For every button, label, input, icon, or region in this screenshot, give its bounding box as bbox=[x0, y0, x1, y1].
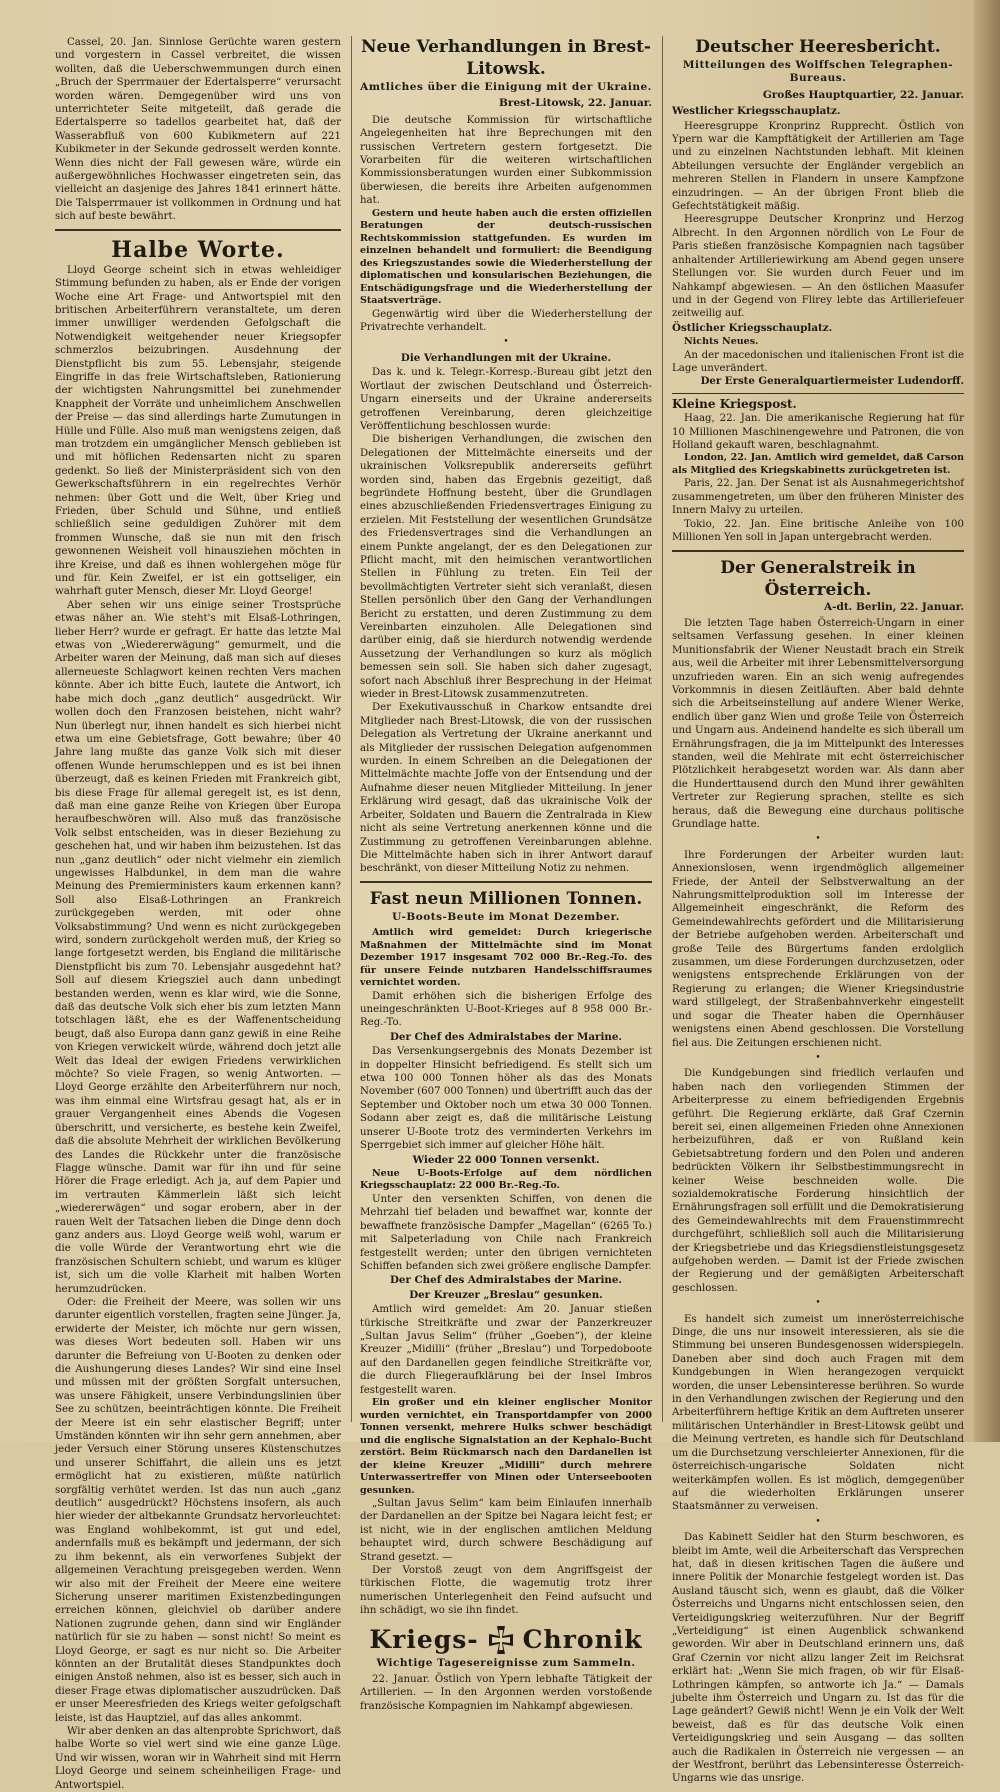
dateline: A-dt. Berlin, 22. Januar. bbox=[823, 600, 964, 613]
signature: Der Chef des Admiralstabes der Marine. bbox=[389, 1274, 623, 1287]
section-heading: Der Kreuzer „Breslau“ gesunken. bbox=[409, 1288, 603, 1301]
paragraph: Amtlich wird gemeldet: Durch kriegerische Maßnahmen der Mittelmächte sind im Monat Dezember 1917 insgesamt 702 000 Br.-Reg.-To. des für unsere Feinde nutzbaren Handelsschiffsraumes vernichtet worden. bbox=[360, 927, 652, 989]
paragraph: Nichts Neues. bbox=[684, 336, 759, 348]
column-rule bbox=[662, 36, 663, 1422]
column-right bbox=[672, 36, 964, 1785]
paragraph: Ihre Forderungen der Arbeiter wurden laut: Annexionslosen, wenn irgendmöglich allgemeiner Friede, der Anteil der Selbstverwaltung an der Nahrungsmittelproduktion soll im Interesse der Allgemeinheit eingeschränkt, die Reform des Gemeindewahlrechts gefördert und die Militarisierung der Betriebe aufgehoben werden. Arbeiterschaft und große Teile des Bürgertums fanden erdolglich zusammen, um diese Forderungen durchzusetzen, oder wenigstens entsprechende Erklärungen von der Regierung zu erlangen; die Wiener Kriegsindustrie ward stillgelegt, der Straßenbahnverkehr eingestellt und sogar die Theater haben die Opernhäuser wenigstens einen Abend geschlossen. Die Vorstellung fiel aus. Die Zeitungen erschienen nicht. bbox=[672, 849, 964, 1049]
paragraph: Das Kabinett Seidler hat den Sturm beschworen, es bleibt im Amte, weil die Arbeiterschaft das Versprechen hat, daß in diesen kritischen Tagen die äußere und innere Politik der Monarchie festgelegt worden ist. Das Ausland täuscht sich, wenn es glaubt, daß die Völker Österreichs und Ungarns nicht entschlossen seien, den Verteidigungskrieg weiterzuführen. Nur der Begriff „Verteidigung“ ist einen Augenblick schwankend geworden. Wir aber in Deutschland erinnern uns, daß Graf Czernin vor nicht allzu langer Zeit im Reichsrat erklärt hat: „Wenn Sie mich fragen, ob wir für Elsaß-Lothringen kämpfen, so antworte ich Ja.“ — Damals jubelte ihm Österreich und Ungarn zu. Ist das für die Lage geändert? Gewiß nicht! Wenn je ein Volk der Welt beweist, daß es für das deutsche Volk einen Verteidigungskrieg und sein Ausgang — das sollten auch die Radikalen in Österreich nie vergessen — an der Westfront, berührt das Lebensinteresse Österreich-Ungarns wie das unsrige. bbox=[672, 1532, 964, 1785]
paragraph: Der Vorstoß zeugt von dem Angriffsgeist der türkischen Flotte, die wagemutig trotz ihrer numerischen Unterlegenheit den Feind aufsucht und ihn schädigt, wo sie ihn findet. bbox=[360, 1565, 652, 1617]
star-separator: • bbox=[503, 337, 509, 348]
divider bbox=[360, 881, 652, 883]
section-heading: Wieder 22 000 Tonnen versenkt. bbox=[412, 1153, 600, 1166]
paragraph: Gestern und heute haben auch die ersten offiziellen Beratungen der deutsch-russischen Rechtskommission stattgefunden. Es wurden im einzelnen behandelt und formuliert: die Beendigung des Kriegszustandes sowie die Wiederherstellung der diplomatischen und konsularischen Beziehungen, die Entschädigungsfrage und die Wiederherstellung der Staatsverträge. bbox=[360, 207, 652, 307]
page-edge bbox=[974, 0, 1000, 1442]
paragraph: Unter den versenkten Schiffen, von denen die Mehrzahl tief beladen und bewaffnet war, konnte der bewaffnete französische Dampfer „Magellan“ (6265 To.) mit Salpeterladung von Chile nach Frankreich festgestellt werden; unter den übrigen vernichteten Schiffen befanden sich zwei größere englische Dampfer. bbox=[360, 1193, 652, 1272]
paragraph: Der Exekutivausschuß in Charkow entsandte drei Mitglieder nach Brest-Litowsk, die von der russischen Delegation als Vertretung der Ukraine anerkannt und als Mitglieder der russischen Delegation aufgenommen wurden. In einem Schreiben an die Delegationen der Mittelmächte machte Joffe von der Entsendung und der Aufnahme dieser neuen Mitglieder Mitteilung. In jener Erklärung wird gesagt, daß das ukrainische Volk der Arbeiter, Soldaten und Bauern die Zentralrada in Kiew nicht als seine Vertretung anerkennen könne und die Zustimmung zu getroffenen Vereinbarungen ablehne. Die Mittelmächte haben sich in ihrer Antwort darauf beschränkt, von dieser Mitteilung Notiz zu nehmen. bbox=[360, 702, 652, 875]
headline-heeresbericht: Deutscher Heeresbericht. bbox=[695, 37, 941, 57]
star-separator: • bbox=[815, 1298, 821, 1309]
divider bbox=[672, 550, 964, 552]
column-rule bbox=[351, 36, 352, 1422]
headline-halbe-worte: Halbe Worte. bbox=[111, 236, 285, 263]
paragraph: „Sultan Javus Selim“ kam beim Einlaufen innerhalb der Dardanellen an der Spitze bei Nagara leicht fest; er ist nicht, wie in der englischen amtlichen Meldung behauptet wird, durch schwere Beschädigung auf Strand gesetzt. — bbox=[360, 1498, 652, 1563]
section-heading: Westlicher Kriegsschauplatz. bbox=[672, 105, 841, 118]
paragraph: Oder: die Freiheit der Meere, was sollen wir uns darunter eigentlich vorstellen, fragten seine Jünger. Ja, erwiderte der Meister, ich möchte nur gern wissen, was dieses Wort bedeuten soll. Haben wir uns darunter die Befreiung von U-Booten zu denken oder die Aushungerung dieses Landes? Wir sind eine Insel und müssen mit der größten Sorgfalt untersuchen, was unsere Fähigkeit, unsere Verbindungslinien über See zu schützen, beeinträchtigen könnte. Die Freiheit der Meere ist ein sehr elastischer Begriff; unter Umständen könnten wir ihn sehr gern annehmen, aber jeder Versuch einer Störung unseres Küstenschutzes und unserer Schiffahrt, die allein uns es jetzt ermöglicht hat zu existieren, müßte natürlich sorgfältig verhütet werden. Ist das nun auch „ganz deutlich“ ausgedrückt? Höchstens insofern, als auch hier wieder der altbekannte Grundsatz hervorleuchtet: was England wohlbekommt, ist gut und edel, andernfalls muß es bekämpft und jedermann, der sich zu ihm bekennt, als ein verworfenes Subjekt der allgemeinen Verachtung preisgegeben werden. Wenn wir also mit der Freiheit der Meere eine weitere Sicherung unserer maritimen Existenzbedingungen erreichen können, gleichviel ob darüber andere Nationen zugrunde gehen, dann sind wir Engländer natürlich für sie zu haben — sonst nicht! So meint es Lloyd George, er sagt es nur nicht so. Die Arbeiter könnten an der Brutalität dieses Standpunktes doch einigen Anstoß nehmen, also ist es besser, sich auch in dieser Frage etwas diplomatischer auszudrücken. Daß er unser Meeresfrieden des Kriegs weiter gefolgschaft leiste, ist das Hauptziel, auf das alles ankommt. bbox=[55, 1296, 341, 1724]
signature: Der Chef des Admiralstabes der Marine. bbox=[389, 1030, 623, 1043]
section-heading: Kleine Kriegspost. bbox=[672, 396, 797, 411]
paragraph: 22. Januar. Östlich von Ypern lebhafte Tätigkeit der Artillerien. — In den Argonnen werden vorstoßende französische Kompagnien im Nahkampf abgewiesen. bbox=[360, 1674, 652, 1712]
column-middle bbox=[360, 36, 652, 1712]
kriegs-chronik-banner bbox=[360, 1624, 652, 1656]
paragraph: Amtlich wird gemeldet: Am 20. Januar stießen türkische Streitkräfte und zwar der Panzerkreuzer „Sultan Javus Selim“ (früher „Goeben“), der kleine Kreuzer „Midilli“ (früher „Breslau“) und Torpedoboote auf den Dardanellen gegen feindliche Streitkräfte vor, die durch Fliegeraufklärung bei der Insel Imbros festgestellt waren. bbox=[360, 1304, 652, 1396]
subhead: Amtliches über die Einigung mit der Ukraine. bbox=[360, 81, 652, 93]
chronik-left: Kriegs- bbox=[369, 1624, 479, 1654]
star-separator: • bbox=[815, 1052, 821, 1063]
headline-generalstreik: Der Generalstreik in Österreich. bbox=[720, 557, 916, 600]
section-heading: Die Verhandlungen mit der Ukraine. bbox=[400, 351, 612, 364]
iron-cross-icon bbox=[485, 1624, 517, 1656]
star-separator: • bbox=[815, 1516, 821, 1527]
signature: Der Erste Generalquartiermeister Ludendorff. bbox=[700, 375, 964, 388]
dateline: Brest-Litowsk, 22. Januar. bbox=[499, 97, 652, 110]
cassel-report: Cassel, 20. Jan. Sinnlose Gerüchte waren gestern und vorgestern in Cassel verbreitet, die wissen wollten, daß die Ueberschwemmungen durch einen „Bruch der Sperrmauer der Edertalsperre“ verursacht worden wären. Demgegenüber wird uns von unterrichteter Seite mitgeteilt, daß gerade die Edertalsperre so tadellos gearbeitet hat, daß der Wasserabfluß von 600 Kubikmetern auf 221 Kubikmeter in der Sekunde gedrosselt werden konnte. Wenn dies nicht der Fall gewesen wäre, würde ein außergewöhnliches Hochwasser eingetreten sein, das vielleicht an dasjenige des Jahres 1841 erinnert hätte. Die Talsperrmauer ist vollkommen in Ordnung und hat sich auf beste bewährt. bbox=[55, 37, 341, 223]
divider bbox=[672, 393, 964, 394]
paragraph: Damit erhöhen sich die bisherigen Erfolge des uneingeschränkten U-Boot-Krieges auf 8 958 000 Br.-Reg.-To. bbox=[360, 990, 652, 1029]
paragraph: Es handelt sich zumeist um innerösterreichische Dinge, die uns nur insoweit interessieren, als sie die Stimmung bei unseren Bundesgenossen widerspiegeln. Daneben aber sind doch auch Fragen mit dem Kundgebungen in Wien herangezogen verquickt worden, die unser Lebensinteresse berühren. So wurde in den Verhandlungen zwischen der Regierung und den Arbeiterführern heftige Kritik an dem Auftreten unserer militärischen Unterhändler in Brest-Litowsk geübt und die Meinung vertreten, es handle sich für Deutschland um die Durchsetzung verschleierter Annexionen, für die österreichisch-ungarische Soldaten nicht weiterkämpfen wollen. Es ist möglich, demgegenüber auf die wiederholten Erklärungen unserer Staatsmänner zu verweisen. bbox=[672, 1313, 964, 1513]
paragraph: London, 22. Jan. Amtlich wird gemeldet, daß Carson als Mitglied des Kriegskabinetts zurückgetreten ist. bbox=[672, 452, 964, 476]
paragraph: Heeresgruppe Deutscher Kronprinz und Herzog Albrecht. In den Argonnen nördlich von Le Four de Paris stießen französische Kompagnien nach tagsüber anhaltender Artilleriewirkung am Abend gegen unsere Stellungen vor. Sie wurden durch Feuer und im Nahkampf abgewiesen. — An den östlichen Maasufer und in der Gegend von Flirey lebte das Artilleriefeuer zeitweilig auf. bbox=[672, 214, 964, 320]
subhead: Mitteilungen des Wolffschen Telegraphen-Bureaus. bbox=[682, 59, 954, 85]
paragraph: An der macedonischen und italienischen Front ist die Lage unverändert. bbox=[672, 349, 964, 375]
paragraph: Haag, 22. Jan. Die amerikanische Regierung hat für 10 Millionen Maschinengewehre und Patronen, die von Holland gekauft waren, beschlagnahmt. bbox=[672, 413, 964, 452]
dateline: Großes Hauptquartier, 22. Januar. bbox=[762, 88, 964, 101]
paragraph: Tokio, 22. Jan. Eine britische Anleihe von 100 Millionen Yen soll in Japan untergebracht werden. bbox=[672, 518, 964, 544]
paragraph: Ein großer und ein kleiner englischer Monitor wurden vernichtet, ein Transportdampfer von 2000 Tonnen versenkt, mehrere Hulks schwer beschädigt und die englische Signalstation an der Kephalo-Bucht zerstört. Beim Rückmarsch nach den Dardanellen ist der kleine Kreuzer „Midilli“ durch mehrere Unterwassertreffer von Minen oder Unterseebooten gesunken. bbox=[360, 1397, 652, 1496]
headline-millionen-tonnen: Fast neun Millionen Tonnen. bbox=[369, 888, 643, 909]
paragraph: Neue U-Boots-Erfolge auf dem nördlichen Kriegsschauplatz: 22 000 Br.-Reg.-To. bbox=[360, 1167, 652, 1192]
star-separator: • bbox=[815, 834, 821, 845]
headline-brest-litowsk: Neue Verhandlungen in Brest-Litowsk. bbox=[361, 37, 651, 79]
paragraph: Wir aber denken an das altenprobte Sprichwort, daß halbe Worte so viel wert sind wie eine ganze Lüge. Und wir wissen, woran wir in Wahrheit sind mit Herrn Lloyd George und seinem scheinheiligen Frage- und Antwortspiel. bbox=[55, 1725, 341, 1791]
paragraph: Das k. und k. Telegr.-Korresp.-Bureau gibt jetzt den Wortlaut der zwischen Deutschland und Österreich-Ungarn einerseits und der Ukraine andererseits getroffenen Vereinbarung, deren gleichzeitige Veröffentlichung beschlossen wurde: bbox=[360, 367, 652, 432]
chronik-subtitle: Wichtige Tagesereignisse zum Sammeln. bbox=[376, 1656, 636, 1669]
chronik-right: Chronik bbox=[522, 1624, 643, 1654]
paragraph: Paris, 22. Jan. Der Senat ist als Ausnahmegerichtshof zusammengetreten, um über den früheren Minister des Innern Malvy zu urteilen. bbox=[672, 478, 964, 517]
paragraph: Die Kundgebungen sind friedlich verlaufen und haben nach den vorliegenden Stimmen der Arbeiterpresse zu einem befriedigenden Ergebnis geführt. Die Regierung erklärte, daß Graf Czernin bereit sei, einen allgemeinen Frieden ohne Annexionen herbeizuführen, daß er von Rußland kein Gebietsabtretung fordern und den Polen und anderen bedrückten Völkern ihr Selbstbestimmungsrecht in keiner Weise beschneiden wolle. Die sozialdemokratische Forderung hinsichtlich der Ernährungsfragen soll erfüllt und die Demokratisierung des Gemeindewahlrechts mit dem Frauenstimmrecht durchgeführt, schließlich soll auch die Militarisierung der Kriegsbetriebe und das Kriegsdienstleistungsgesetz aufgehoben werden. — Damit ist der Friede zwischen der Regierung und der gemäßigten Arbeiterschaft geschlossen. bbox=[672, 1068, 964, 1294]
section-heading: Östlicher Kriegsschauplatz. bbox=[672, 321, 833, 334]
paragraph: Lloyd George scheint sich in etwas wehleidiger Stimmung befunden zu haben, als er Ende der vorigen Woche eine Art Frage- und Antwortspiel mit den britischen Arbeiterführern veranstaltete, um deren immer unwilliger werdenden Gefolgschaft die Notwendigkeit weitgehender neuer Kriegsopfer schmerzlos beizubringen. Ausdehnung der Dienstpflicht bis zum 55. Lebensjahr, steigende Eingriffe in das freie Wirtschaftsleben, Rationierung der wichtigsten Nahrungsmittel bei zunehmender Knappheit der Vorräte und unheimlichem Anschwellen der Preise — das sind allerdings harte Zumutungen in Hülle und Fülle. Also muß man wenigstens zeigen, daß man trotzdem ein umgänglicher Mensch geblieben ist und mit höflichen Redensarten nicht zu sparen gedenkt. So ließ der Ministerpräsident sich von den Gewerkschaftsführern in ein regelrechtes Verhör nehmen: über Gott und die Welt, über Krieg und Frieden, über Schuld und Sühne, und entließ schließlich seine geduldigen Zuhörer mit dem frommen Wunsche, daß sie nun mit den frisch gewonnenen Weisheit voll hinausziehen möchten in ihre Kreise, und daß es ihnen wohlergehen möge für und für. Kein Zweifel, er ist ein gottseliger, ein wahrhaft guter Mensch, dieser Mr. Lloyd George! bbox=[55, 264, 341, 598]
paragraph: Heeresgruppe Kronprinz Rupprecht. Östlich von Ypern war die Kampftätigkeit der Artillerien am Tage und zu einzelnen Nachtstunden lebhaft. Mit kleinen Abteilungen versuchte der Engländer vergeblich an mehreren Stellen in Flandern in unsere Kampfzone einzudringen. — An der übrigen Front blieb die Gefechtstätigkeit mäßig. bbox=[672, 120, 964, 213]
column-left bbox=[55, 36, 341, 1791]
paragraph: Gegenwärtig wird über die Wiederherstellung der Privatrechte verhandelt. bbox=[360, 308, 652, 334]
paragraph: Das Versenkungsergebnis des Monats Dezember ist in doppelter Hinsicht befriedigend. Es stellt sich um etwa 100 000 Tonnen höher als das des Monats November (607 000 Tonnen) und übertrifft auch das der September und Oktober noch um etwa 30 000 Tonnen. Sodann aber zeigt es, daß die militärische Leistung unserer U-Boote trotz des verminderten Verkehrs im Sperrgebiet sich immer auf gleicher Höhe hält. bbox=[360, 1046, 652, 1152]
subhead: U-Boots-Beute im Monat Dezember. bbox=[392, 910, 620, 923]
divider bbox=[55, 229, 341, 231]
paragraph: Die deutsche Kommission für wirtschaftliche Angelegenheiten hat ihre Beprechungen mit den russischen Vertretern gestern fortgesetzt. Die Vorarbeiten für die weiteren wirtschaftlichen Kommissionsberatungen wurden einer Subkommission überwiesen, die bereits ihre Arbeiten aufgenommen hat. bbox=[360, 114, 652, 207]
paragraph: Die letzten Tage haben Österreich-Ungarn in einer seltsamen Verfassung gesehen. In einer kleinen Munitionsfabrik der Wiener Neustadt brach ein Streik aus, weil die Arbeiter mit ihrer Lebensmittelversorgung unzufrieden waren. Ein an sich wenig aufregendes Vorkommnis in diesen Zeitläuften. Aber bald dehnte sich die Arbeitseinstellung auf andere Wiener Werke, endlich über ganz Wien und große Teile von Österreich und Ungarn aus. Andeinend handelte es sich überall um Ernährungsfragen, die ja im Mittelpunkt des Interesses standen, weil die Mehlrate mit echt österreichischer Plötzlichkeit herabgesetzt worden war. Als dann aber die Hunderttausend durch den Mund ihrer gewählten Vertreter zur Regierung sprachen, stellte es sich heraus, daß die Bewegung eine durchaus politische Grundlage hatte. bbox=[672, 617, 964, 830]
paragraph: Die bisherigen Verhandlungen, die zwischen den Delegationen der Mittelmächte einerseits und der ukrainischen Volksrepublik andererseits geführt worden sind, haben das Ergebnis gezeitigt, daß begründete Hoffnung besteht, über die Grundlagen eines abzuschließenden Friedensvertrages Einigung zu erzielen. Mit Feststellung der wesentlichen Grundsätze des Friedensvertrages sind die Verhandlungen an einem Punkte angelangt, der es den Delegationen zur Pflicht macht, mit den heimischen verantwortlichen Stellen in Fühlung zu treten. Ein Teil der bevollmächtigten Vertreter sieht sich veranlaßt, diesen Stellen persönlich über den Gang der Verhandlungen Bericht zu erstatten, und deren Zustimmung zu dem Vereinbarten einzuholen. Alle Delegationen sind darüber einig, daß sie hierdurch notwendig werdende Aussetzung der Verhandlungen so kurz als möglich bemessen sein soll. Sie haben sich daher zugesagt, sofort nach Abschluß ihrer Besprechung in der Heimat wieder in Brest-Litowsk zusammenzutreten. bbox=[360, 434, 652, 701]
paragraph: Aber sehen wir uns einige seiner Trostsprüche etwas näher an. Wie steht's mit Elsaß-Lothringen, lieber Herr? wurde er gefragt. Er hatte das letzte Mal etwas von „Wiedererwägung“ gemurmelt, und die Arbeiter waren der Meinung, daß man sich auf dieses allerneueste Schlagwort keinen rechten Vers machen könnte. Aber ich bitte Euch, lautete die Antwort, ich habe mich doch „ganz deutlich“ ausgedrückt. Wir wollen doch den Franzosen beistehen, nicht wahr? Nun überlegt nur, ihnen handelt es sich hierbei nicht etwa um eine Gebietsfrage, Gott bewahre; über 40 Jahre lang mußte das ganze Volk sich mit dieser offenen Wunde herumschleppen und es ist bei ihnen überzeugt, daß es keinen Frieden mit Frankreich gibt, bis diese Frage für allemal geregelt ist, es ist denn, daß man eine ganze Reihe von Kriegen über Europa heraufbeschwören will. Also muß das französische Volk selbst entscheiden, was in dieser Beziehung zu geschehen hat, und wir haben ihm beizustehen. Ist das nun „ganz deutlich“ oder nicht vielmehr ein ziemlich ungewisses Halbdunkel, in dem man die wahre Meinung des Premierministers kaum erkennen kann? Soll also Elsaß-Lothringen an Frankreich zurückgegeben werden, mit oder ohne Volksabstimmung? Und wenn es nicht zurückgegeben wird, sondern zurückgeholt werden muß, der Krieg so lange fortgesetzt werden, bis England die militärische Dienstpflicht bis zum 70. Lebensjahr ausgedehnt hat? Soll auf diesem Kriegsziel auch dann unbedingt bestanden werden, wenn es klar wird, wie die Sonne, daß das deutsche Volk sich eher bis zum letzten Mann totschlagen läßt, ehe es der Waffenentscheidung beugt, daß also Europa dann ganz gewiß in eine Reihe von Kriegen verwickelt würde, während doch jetzt alle Welt das Ideal der ewigen Friedens verwirklichen möchte? So viele Fragen, so wenig Antworten. — Lloyd George erzählte den Arbeiterführern nur noch, was ihm einmal eine Wirtsfrau gesagt hat, als er in grauer Vergangenheit eines Abends die Vogesen überschritt, und versicherte, es bestehe kein Zweifel, daß die absolute Mehrheit der wirklichen Bevölkerung des Landes die Rückkehr unter die französische Flagge wünsche. Damit war für ihn und für seine Hörer die Frage erledigt. Ach ja, auf dem Papier und im vertrauten Kämmerlein läßt sich leicht „wiedererwägen“ und sogar erobern, aber in der rauen Welt der Tatsachen lieben die Dinge denn doch ganz anders aus. Lloyd George weiß wohl, warum er die volle Würde der Verantwortung ehrt wie die französischen Schultern schiebt, und warum es klüger ist, sich um die volle Klarheit mit halben Worten herumzudrücken. bbox=[55, 599, 341, 1295]
